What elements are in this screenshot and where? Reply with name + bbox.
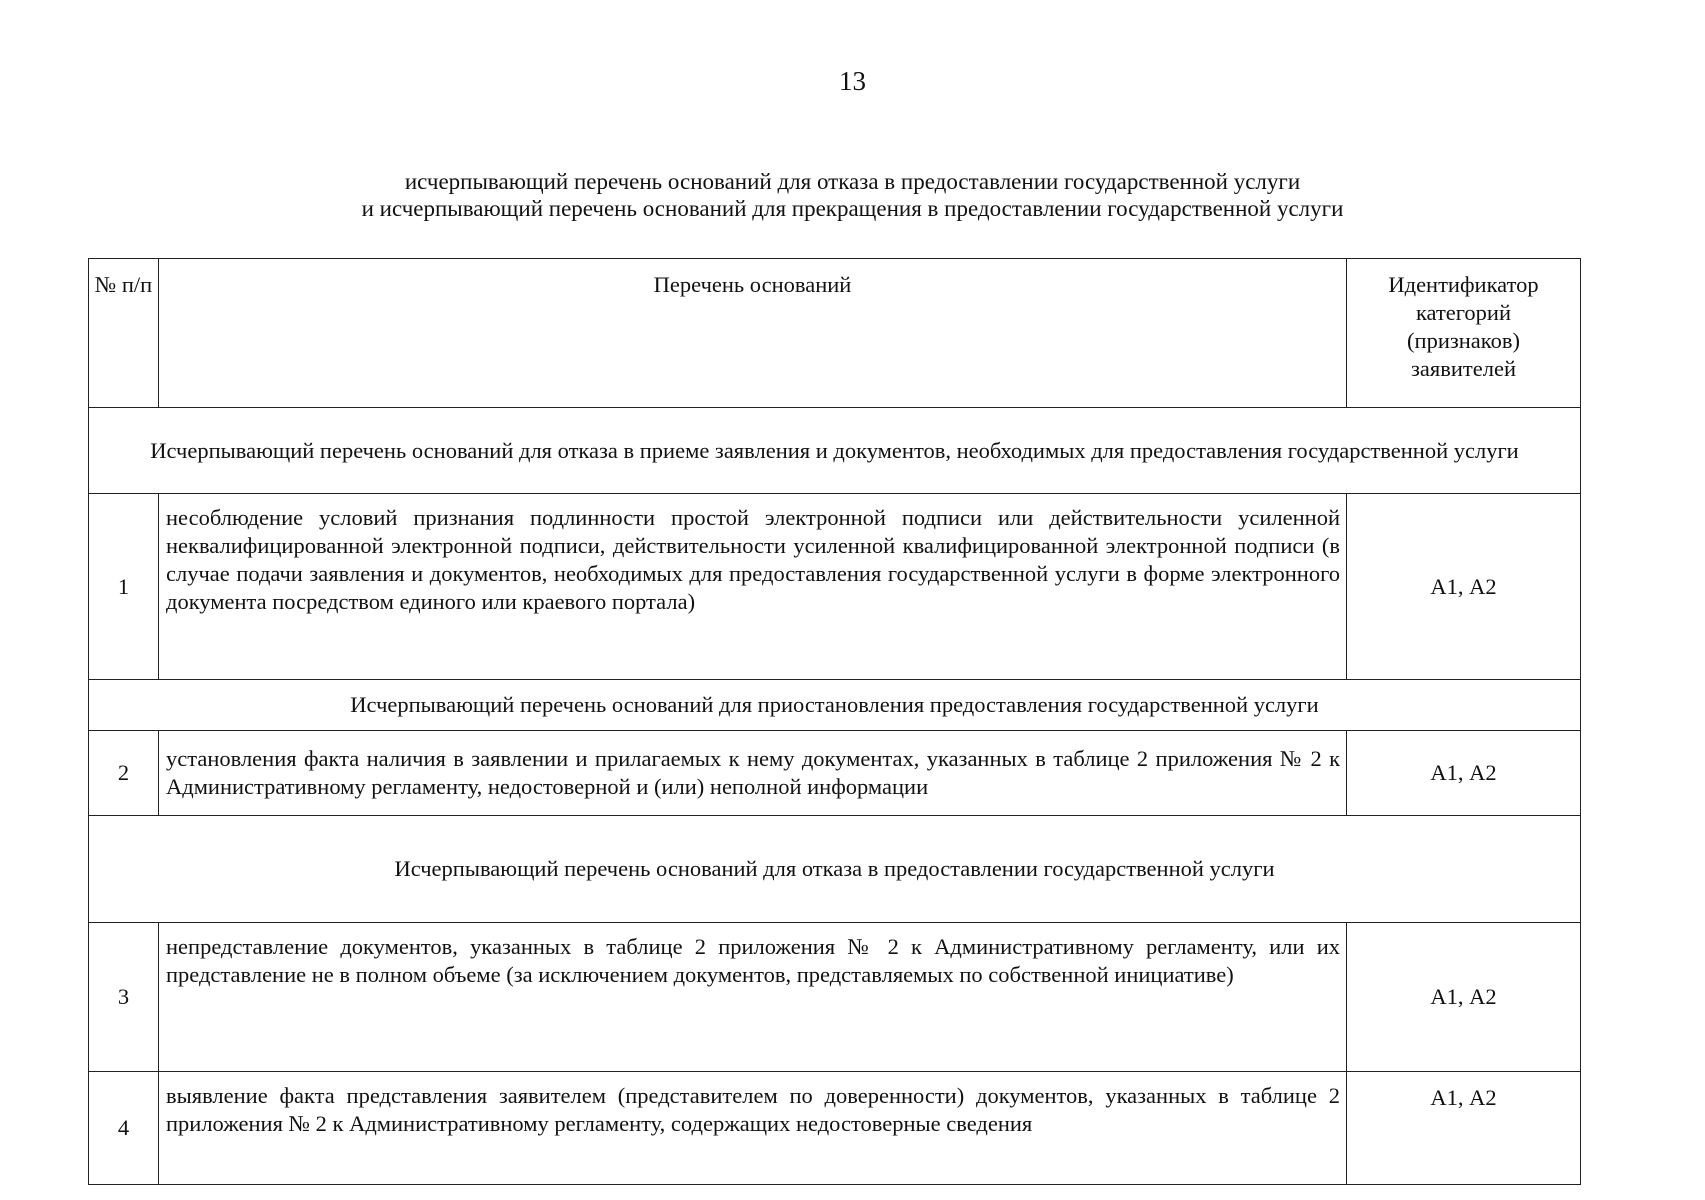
row-identifier: А1, А2	[1347, 1072, 1581, 1185]
grounds-table	[88, 258, 1581, 1185]
header-identifier: Идентификатор категорий (признаков) заявителей	[1347, 259, 1581, 408]
row-number: 4	[89, 1072, 159, 1185]
row-basis: непредставление документов, указанных в таблице 2 приложения № 2 к Административному регламенту, или их представление не в полном объеме (за исключением документов, представляемых по собственной инициативе)	[159, 923, 1347, 1072]
row-basis: выявление факта представления заявителем (представителем по доверенности) документов, указанных в таблице 2 приложения № 2 к Административному регламенту, содержащих недостоверные сведения	[159, 1072, 1347, 1185]
row-identifier: А1, А2	[1347, 731, 1581, 816]
section-service-refusal: Исчерпывающий перечень оснований для отказа в предоставлении государственной услуги	[89, 816, 1581, 923]
page-number: 13	[839, 66, 866, 96]
header-basis: Перечень оснований	[159, 259, 1347, 408]
row-number: 1	[89, 494, 159, 680]
row-basis: установления факта наличия в заявлении и прилагаемых к нему документах, указанных в таблице 2 приложения № 2 к Административному регламенту, недостоверной и (или) неполной информации	[159, 731, 1347, 816]
section-row	[89, 816, 1581, 923]
row-number: 3	[89, 923, 159, 1072]
section-row	[89, 680, 1581, 731]
row-identifier: А1, А2	[1347, 494, 1581, 680]
heading-line-2: и исчерпывающий перечень оснований для прекращения в предоставлении государственной услуги	[361, 196, 1344, 221]
section-reception-refusal: Исчерпывающий перечень оснований для отказа в приеме заявления и документов, необходимых для предоставления государственной услуги	[89, 408, 1581, 494]
row-number: 2	[89, 731, 159, 816]
row-identifier: А1, А2	[1347, 923, 1581, 1072]
table-row	[89, 731, 1581, 816]
section-suspension: Исчерпывающий перечень оснований для приостановления предоставления государственной услуги	[89, 680, 1581, 731]
header-number: № п/п	[89, 259, 159, 408]
heading-line-1: исчерпывающий перечень оснований для отказа в предоставлении государственной услуги	[404, 169, 1301, 194]
row-basis: несоблюдение условий признания подлинности простой электронной подписи или действительности усиленной неквалифицированной электронной подписи, действительности усиленной квалифицированной электронной подписи (в случае подачи заявления и документов, необходимых для предоставления государственной услуги в форме электронного документа посредством единого или краевого портала)	[159, 494, 1347, 680]
section-row	[89, 408, 1581, 494]
table-header-row	[89, 259, 1581, 408]
table-row	[89, 1072, 1581, 1185]
table-row	[89, 494, 1581, 680]
table-row	[89, 923, 1581, 1072]
table-heading	[0, 168, 1705, 222]
